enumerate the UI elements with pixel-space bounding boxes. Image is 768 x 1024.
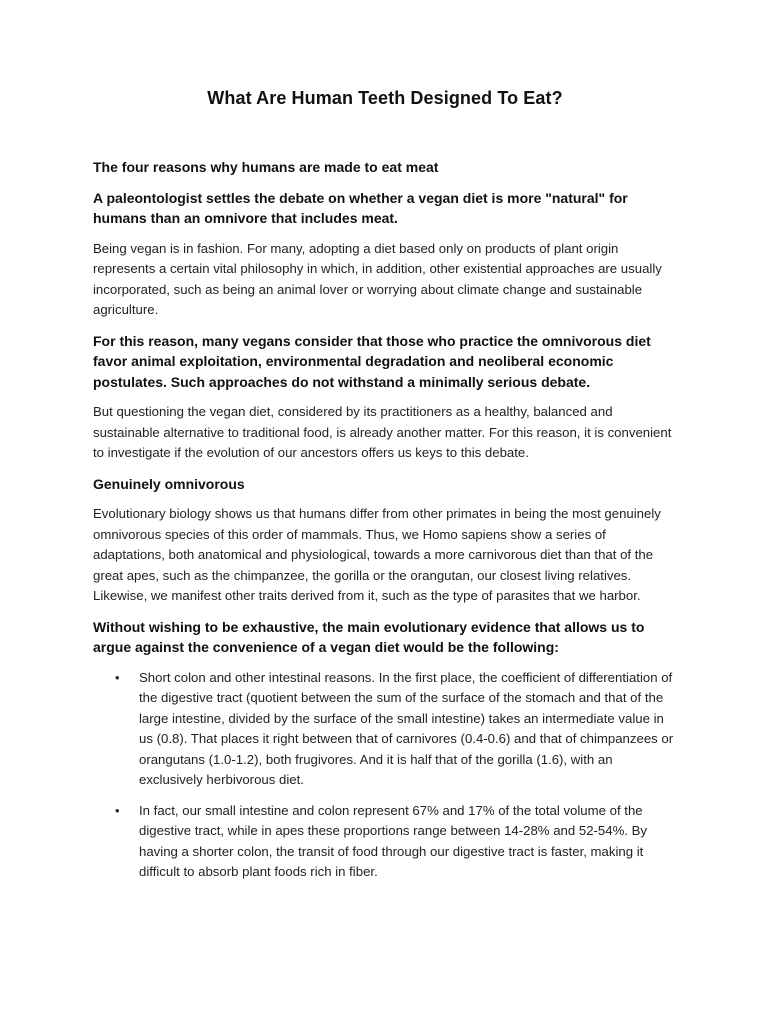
- bullet-icon: •: [115, 669, 120, 685]
- evidence-list: [93, 668, 677, 883]
- paragraph-evolutionary-biology: Evolutionary biology shows us that humans differ from other primates in being the most genuinely omnivorous species of this order of mammals. Thus, we Homo sapiens show a series of adaptations, both anatomical and physiological, towards a more carnivorous diet than that of the great apes, such as the chimpanzee, the gorilla or the orangutan, our closest living relatives. Likewise, we manifest other traits derived from it, such as the type of parasites that we harbor.: [93, 506, 661, 603]
- bullet-icon: •: [115, 802, 120, 818]
- list-item-text: Short colon and other intestinal reasons. In the first place, the coefficient of differentiation of the digestive tract (quotient between the sum of the surface of the stomach and that of the large intestine, divided by the surface of the small intestine) takes an intermediate value in us (0.8). That places it right between that of carnivores (0.4-0.6) and that of chimpanzees or orangutans (1.0-1.2), both frugivores. And it is half that of the gorilla (1.6), with an exclusively herbivorous diet.: [139, 669, 674, 787]
- paragraph-question: But questioning the vegan diet, considered by its practitioners as a healthy, balanced and sustainable alternative to traditional food, is already another matter. For this reason, it is convenient to investigate if the evolution of our ancestors offers us keys to this debate.: [93, 404, 672, 460]
- list-item: [93, 801, 677, 883]
- article-lead: A paleontologist settles the debate on whether a vegan diet is more "natural" for humans than an omnivore that includes meat.: [93, 189, 628, 226]
- document-title: What Are Human Teeth Designed To Eat?: [207, 88, 563, 108]
- paragraph-intro: Being vegan is in fashion. For many, adopting a diet based only on products of plant origin represents a certain vital philosophy in which, in addition, other existential approaches are usually incorporated, such as being an animal lover or worrying about climate change and sustainable agriculture.: [93, 240, 662, 317]
- list-item-text: In fact, our small intestine and colon represent 67% and 17% of the total volume of the digestive tract, while in apes these proportions range between 14-28% and 52-54%. By having a shorter colon, the transit of food through our digestive tract is faster, making it difficult to absorb plant foods rich in fiber.: [139, 802, 648, 879]
- document-page: [93, 88, 677, 893]
- section-heading-omnivorous: Genuinely omnivorous: [93, 475, 245, 492]
- bold-paragraph-argument: For this reason, many vegans consider that those who practice the omnivorous diet favor animal exploitation, environmental degradation and neoliberal economic postulates. Such approaches do not withstand a minimally serious debate.: [93, 332, 651, 390]
- bold-paragraph-evidence: Without wishing to be exhaustive, the main evolutionary evidence that allows us to argue against the convenience of a vegan diet would be the following:: [93, 618, 645, 655]
- list-item: [93, 668, 677, 791]
- article-subtitle: The four reasons why humans are made to eat meat: [93, 159, 439, 175]
